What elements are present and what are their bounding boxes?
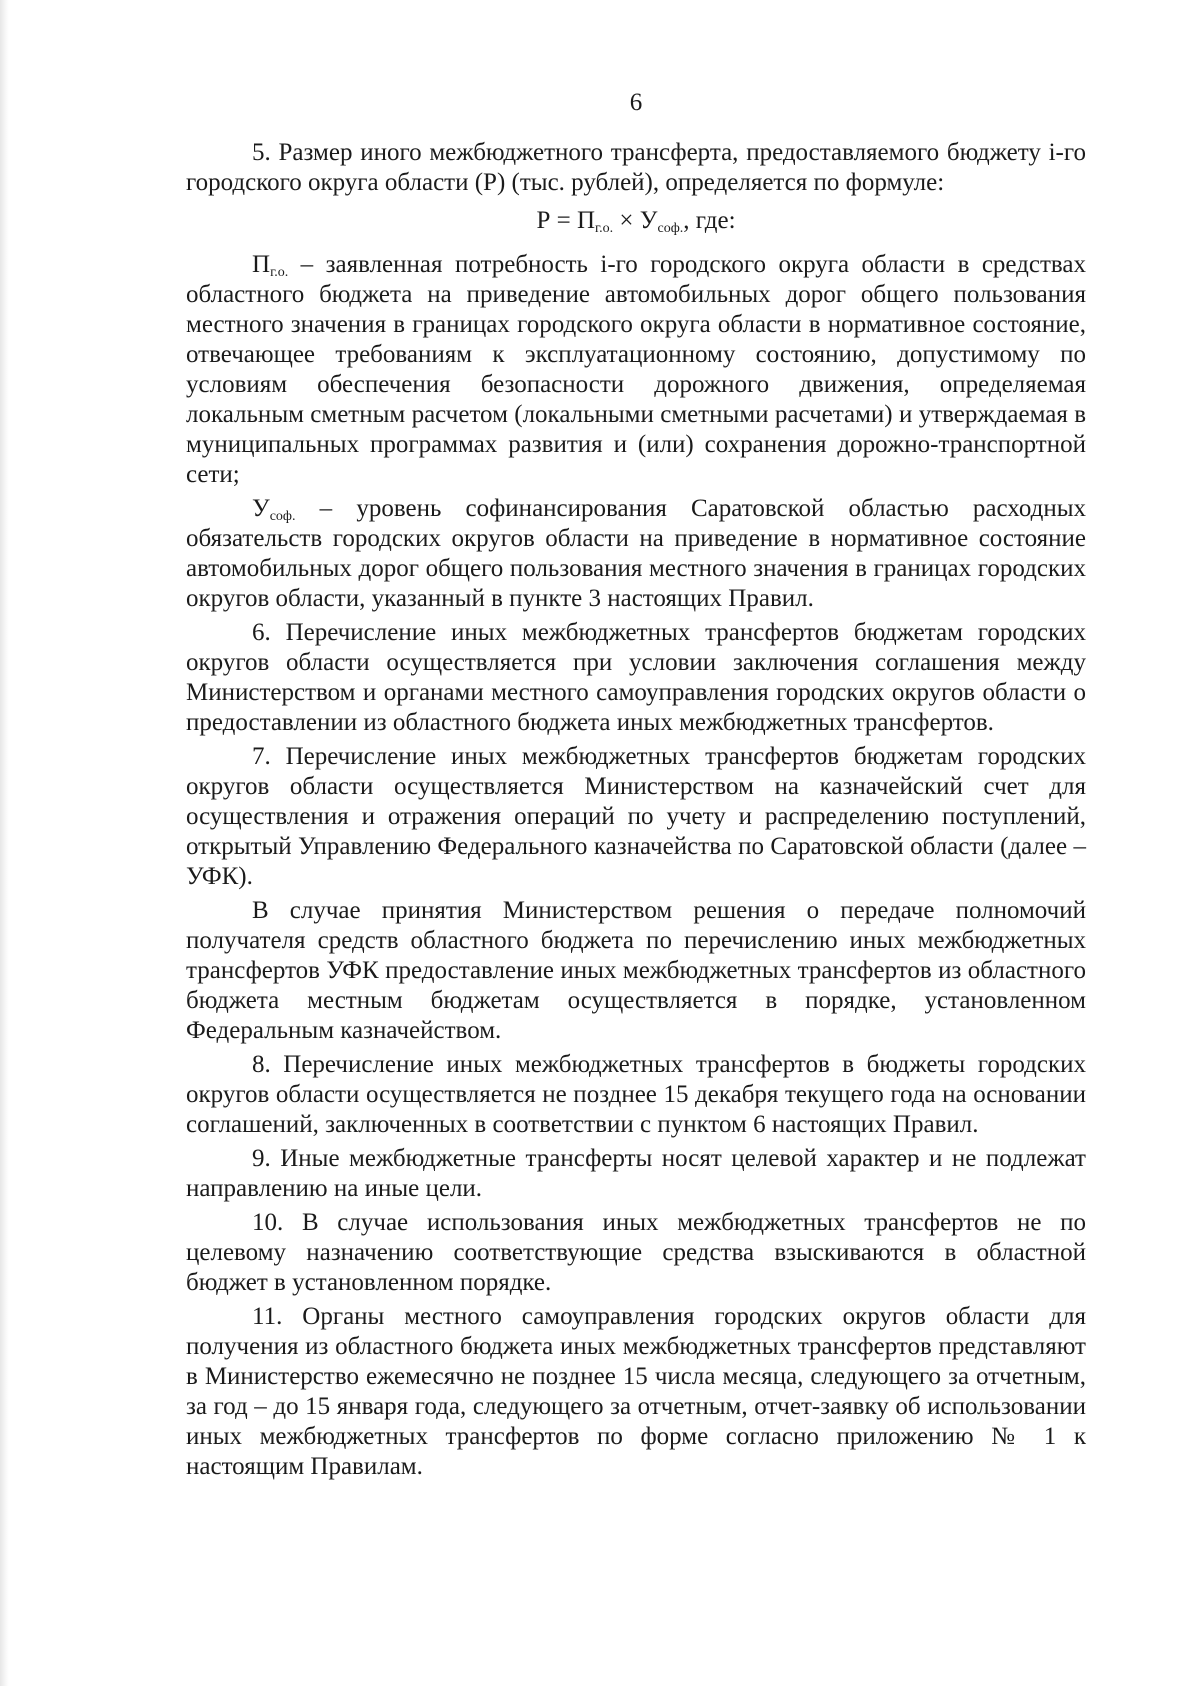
symbol-u: У — [252, 495, 270, 522]
paragraph-10: 10. В случае использования иных межбюджетных трансфертов не по целевому назначению соответствующие средства взыскиваются в областной бюджет в установленном порядке. — [186, 1209, 1086, 1296]
definition-p-go — [186, 250, 1086, 490]
definition-u-sof-text: – уровень софинансирования Саратовской областью расходных обязательств городских округов области на приведение в нормативное состояние автомобильных дорог общего пользования местного значения в границах городских округов области, указанный в пункте 3 настоящих Правил. — [186, 495, 1086, 612]
paragraph-11: 11. Органы местного самоуправления городских округов области для получения из областного бюджета иных межбюджетных трансфертов представляют в Министерство ежемесячно не позднее 15 числа месяца, следующего за отчетным, за год – до 15 января года, следующего за отчетным, отчет-заявку об использовании иных межбюджетных трансфертов по форме согласно приложению № 1 к настоящим Правилам. — [186, 1303, 1086, 1480]
paragraph-9: 9. Иные межбюджетные трансферты носят целевой характер и не подлежат направлению на иные цели. — [186, 1145, 1086, 1202]
paragraph-7: 7. Перечисление иных межбюджетных трансфертов бюджетам городских округов области осуществляется Министерством на казначейский счет для осуществления и отражения операций по учету и распределению поступлений, открытый Управлению Федерального казначейства по Саратовской области (далее – УФК). — [186, 743, 1086, 890]
formula-sub-sof: соф. — [657, 221, 684, 236]
formula-times: × У — [613, 207, 658, 234]
symbol-p-sub: г.о. — [270, 265, 289, 280]
definition-u-sof — [186, 494, 1086, 614]
formula-lhs: Р = П — [536, 207, 595, 234]
paragraph-8: 8. Перечисление иных межбюджетных трансфертов в бюджеты городских округов области осуществляется не позднее 15 декабря текущего года на основании соглашений, заключенных в соответствии с пунктом 6 настоящих Правил. — [186, 1051, 1086, 1138]
page-number: 6 — [629, 89, 643, 116]
paragraph-7b: В случае принятия Министерством решения о передаче полномочий получателя средств областного бюджета по перечислению иных межбюджетных трансфертов УФК предоставление иных межбюджетных трансфертов из областного бюджета местным бюджетам осуществляется в порядке, установленном Федеральным казначейством. — [186, 897, 1086, 1044]
paragraph-5: 5. Размер иного межбюджетного трансферта, предоставляемого бюджету i-го городского округа области (Р) (тыс. рублей), определяется по формуле: — [186, 139, 1086, 196]
formula-tail: , где: — [683, 207, 736, 234]
formula-sub-go: г.о. — [595, 221, 614, 236]
definition-p-go-text: – заявленная потребность i-го городского округа области в средствах областного бюджета на приведение автомобильных дорог общего пользования местного значения в границах городского округа области в нормативное состояние, отвечающее требованиям к эксплуатационному состоянию, допустимому по условиям обеспечения безопасности дорожного движения, определяемая локальным сметным расчетом (локальными сметными расчетами) и утверждаемая в муниципальных программах развития и (или) сохранения дорожно-транспортной сети; — [186, 251, 1086, 488]
document-page — [186, 88, 1086, 1648]
symbol-p: П — [252, 251, 271, 278]
formula — [186, 206, 1086, 236]
paragraph-6: 6. Перечисление иных межбюджетных трансфертов бюджетам городских округов области осуществляется при условии заключения соглашения между Министерством и органами местного самоуправления городских округов области о предоставлении из областного бюджета иных межбюджетных трансфертов. — [186, 619, 1086, 736]
symbol-u-sub: соф. — [269, 509, 296, 524]
scan-edge — [0, 0, 9, 1686]
